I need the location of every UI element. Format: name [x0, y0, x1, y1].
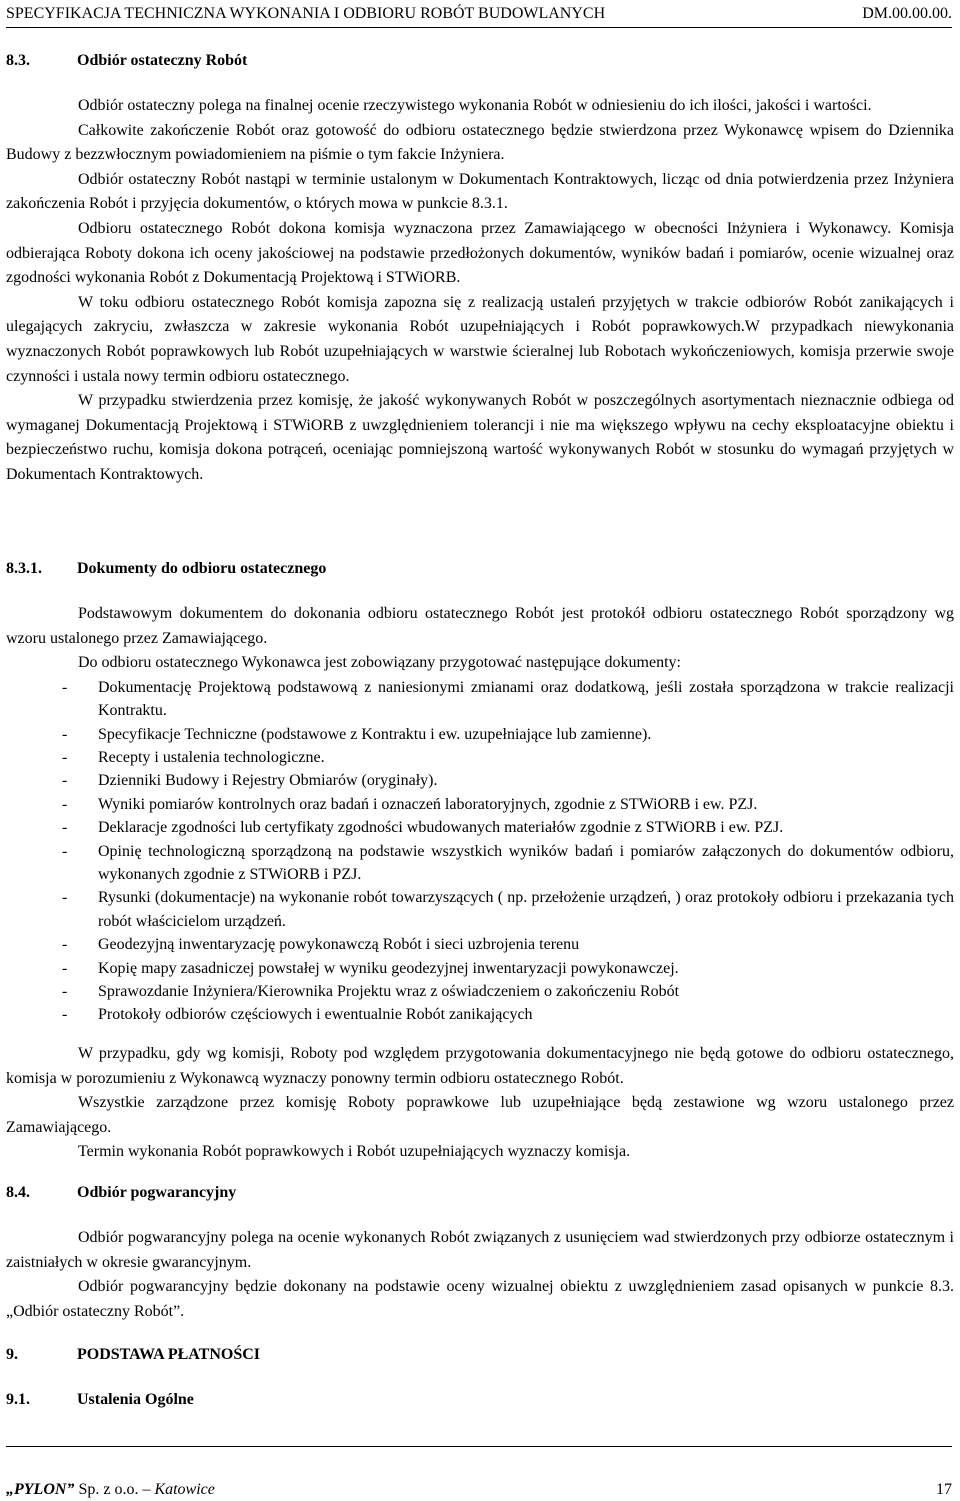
list-item-text: Wyniki pomiarów kontrolnych oraz badań i oznaczeń laboratoryjnych, zgodnie z STWiORB i ew. PZJ. — [98, 795, 758, 813]
list-dash: - — [62, 936, 68, 954]
section-title: Odbiór ostateczny Robót — [77, 52, 248, 69]
footer-company — [6, 1481, 215, 1499]
section-title: Ustalenia Ogólne — [77, 1391, 194, 1408]
page-footer — [6, 1446, 952, 1501]
list-item-text: Geodezyjną inwentaryzację powykonawczą Robót i sieci uzbrojenia terenu — [98, 936, 580, 954]
section-9-1-heading — [6, 1389, 194, 1411]
document-list-item — [6, 980, 954, 1003]
section-8-3-body — [6, 94, 954, 488]
document-list-item — [6, 957, 954, 980]
section-number: 9.1. — [6, 1391, 30, 1408]
list-item-text: Specyfikacje Techniczne (podstawowe z Kontraktu i ew. uzupełniające lub zamienne). — [98, 725, 652, 743]
header-title: SPECYFIKACJA TECHNICZNA WYKONANIA I ODBIORU ROBÓT BUDOWLANYCH — [6, 5, 606, 22]
paragraph: Do odbioru ostatecznego Wykonawca jest zobowiązany przygotować następujące dokumenty: — [78, 654, 681, 672]
document-list-item — [6, 933, 954, 956]
document-list-item — [6, 793, 954, 816]
document-list-item — [6, 676, 954, 723]
paragraph: Odbiór pogwarancyjny polega na ocenie wykonanych Robót związanych z usunięciem wad stwierdzonych przy odbiorze ostatecznym i zaistniałych w okresie gwarancyjnym. — [6, 1229, 954, 1271]
section-title: PODSTAWA PŁATNOŚCI — [77, 1346, 260, 1363]
list-dash: - — [62, 725, 68, 743]
documents-list — [6, 676, 954, 1027]
list-item-text: Rysunki (dokumentacje) na wykonanie robót towarzyszących ( np. przełożenie urządzeń, ) oraz protokoły odbioru i przekazania tych robót właścicielom urządzeń. — [98, 889, 954, 930]
section-number: 8.3. — [6, 52, 30, 69]
section-title: Dokumenty do odbioru ostatecznego — [77, 560, 327, 577]
page-number: 17 — [936, 1481, 952, 1498]
list-dash: - — [62, 678, 68, 696]
list-dash: - — [62, 983, 68, 1001]
section-8-3-1-closing — [6, 1042, 954, 1165]
section-number: 9. — [6, 1346, 18, 1363]
list-dash: - — [62, 889, 68, 907]
list-item-text: Protokoły odbiorów częściowych i ewentualnie Robót zanikających — [98, 1006, 533, 1024]
paragraph: Odbioru ostatecznego Robót dokona komisja wyznaczona przez Zamawiającego w obecności Inżyniera i Wykonawcy. Komisja odbierająca Roboty dokona ich oceny jakościowej na podstawie przedłożonych dokumentów, wyników badań i pomiarów, ocenie wizualnej oraz zgodności wykonania Robót z Dokumentacją Projektową i STWiORB. — [6, 219, 954, 287]
paragraph: Termin wykonania Robót poprawkowych i Robót uzupełniających wyznaczy komisja. — [78, 1143, 631, 1161]
company-name: „PYLON” — [6, 1481, 75, 1498]
list-item-text: Kopię mapy zasadniczej powstałej w wyniku geodezyjnej inwentaryzacji powykonawczej. — [98, 959, 679, 977]
section-8-4-heading — [6, 1182, 236, 1204]
document-list-item — [6, 1003, 954, 1026]
paragraph: W toku odbioru ostatecznego Robót komisja zapozna się z realizacją ustaleń przyjętych w trakcie odbiorów Robót zanikających i ulegających zakryciu, zwłaszcza w zakresie wykonania Robót uzupełniających i Robót poprawkowych.W przypadkach niewykonania wyznaczonych Robót poprawkowych lub Robót uzupełniających w warstwie ścieralnej lub Robotach wykończeniowych, komisja przerwie swoje czynności i ustala nowy termin odbioru ostatecznego. — [6, 293, 954, 385]
list-item-text: Dzienniki Budowy i Rejestry Obmiarów (oryginały). — [98, 772, 438, 790]
document-list-item — [6, 769, 954, 792]
document-list-item — [6, 816, 954, 839]
paragraph: Odbiór ostateczny Robót nastąpi w terminie ustalonym w Dokumentach Kontraktowych, licząc od dnia potwierdzenia przez Inżyniera zakończenia Robót i przyjęcia dokumentów, o których mowa w punkcie 8.3.1. — [6, 170, 954, 213]
company-city: Katowice — [154, 1481, 215, 1498]
document-list-item — [6, 746, 954, 769]
list-item-text: Deklaracje zgodności lub certyfikaty zgodności wbudowanych materiałów zgodnie z STWiORB i ew. PZJ. — [98, 819, 784, 837]
document-list-item — [6, 886, 954, 933]
list-dash: - — [62, 819, 68, 837]
list-dash: - — [62, 842, 68, 860]
document-list-item — [6, 840, 954, 887]
paragraph: W przypadku, gdy wg komisji, Roboty pod względem przygotowania dokumentacyjnego nie będą gotowe do odbioru ostatecznego, komisja w porozumieniu z Wykonawcą wyznaczy ponowny termin odbioru ostatecznego Robót. — [6, 1045, 954, 1087]
section-number: 8.4. — [6, 1184, 30, 1201]
company-suffix: Sp. z o.o. – — [74, 1481, 155, 1498]
list-dash: - — [62, 959, 68, 977]
list-item-text: Recepty i ustalenia technologiczne. — [98, 749, 325, 766]
section-title: Odbiór pogwarancyjny — [77, 1184, 237, 1201]
page-header — [6, 0, 952, 28]
list-dash: - — [62, 749, 68, 766]
section-8-3-heading — [6, 50, 247, 72]
document-list-item — [6, 723, 954, 746]
list-dash: - — [62, 772, 68, 790]
paragraph: Odbiór ostateczny polega na finalnej ocenie rzeczywistego wykonania Robót w odniesieniu do ich ilości, jakości i wartości. — [78, 97, 872, 114]
paragraph: Wszystkie zarządzone przez komisję Roboty poprawkowe lub uzupełniające będą zestawione wg wzoru ustalonego przez Zamawiającego. — [6, 1094, 954, 1136]
section-9-heading — [6, 1344, 260, 1366]
paragraph: Całkowite zakończenie Robót oraz gotowość do odbioru ostatecznego będzie stwierdzona przez Wykonawcę wpisem do Dziennika Budowy z bezzwłocznym powiadomieniem na piśmie o tym fakcie Inżyniera. — [6, 121, 954, 164]
section-8-3-1-heading — [6, 558, 326, 580]
list-item-text: Sprawozdanie Inżyniera/Kierownika Projektu wraz z oświadczeniem o zakończeniu Robót — [98, 983, 680, 1001]
list-item-text: Opinię technologiczną sporządzoną na podstawie wszystkich wyników badań i pomiarów załączonych do dokumentów odbioru, wykonanych zgodnie z STWiORB i PZJ. — [98, 842, 954, 884]
section-8-3-1-body — [6, 602, 954, 1027]
paragraph: W przypadku stwierdzenia przez komisję, że jakość wykonywanych Robót w poszczególnych asortymentach nieznacznie odbiega od wymaganej Dokumentacją Projektową i STWiORB z uwzględnieniem tolerancji i nie ma większego wpływu na cechy eksploatacyjne obiektu i bezpieczeństwo ruchu, komisja dokona potrąceń, oceniając pomniejszoną wartość wykonywanych Robót w stosunku do wymagań przyjętych w Dokumentach Kontraktowych. — [6, 392, 954, 483]
section-number: 8.3.1. — [6, 560, 42, 577]
paragraph: Podstawowym dokumentem do dokonania odbioru ostatecznego Robót jest protokół odbioru ostatecznego Robót sporządzony wg wzoru ustalonego przez Zamawiającego. — [6, 605, 954, 647]
header-code: DM.00.00.00. — [862, 5, 952, 22]
list-item-text: Dokumentację Projektową podstawową z naniesionymi zmianami oraz dodatkową, jeśli została sporządzona w trakcie realizacji Kontraktu. — [98, 678, 954, 720]
paragraph: Odbiór pogwarancyjny będzie dokonany na podstawie oceny wizualnej obiektu z uwzględnieniem zasad opisanych w punkcie 8.3. „Odbiór ostateczny Robót”. — [6, 1278, 954, 1320]
section-8-4-body — [6, 1226, 954, 1324]
list-dash: - — [62, 795, 68, 813]
list-dash: - — [62, 1006, 68, 1024]
